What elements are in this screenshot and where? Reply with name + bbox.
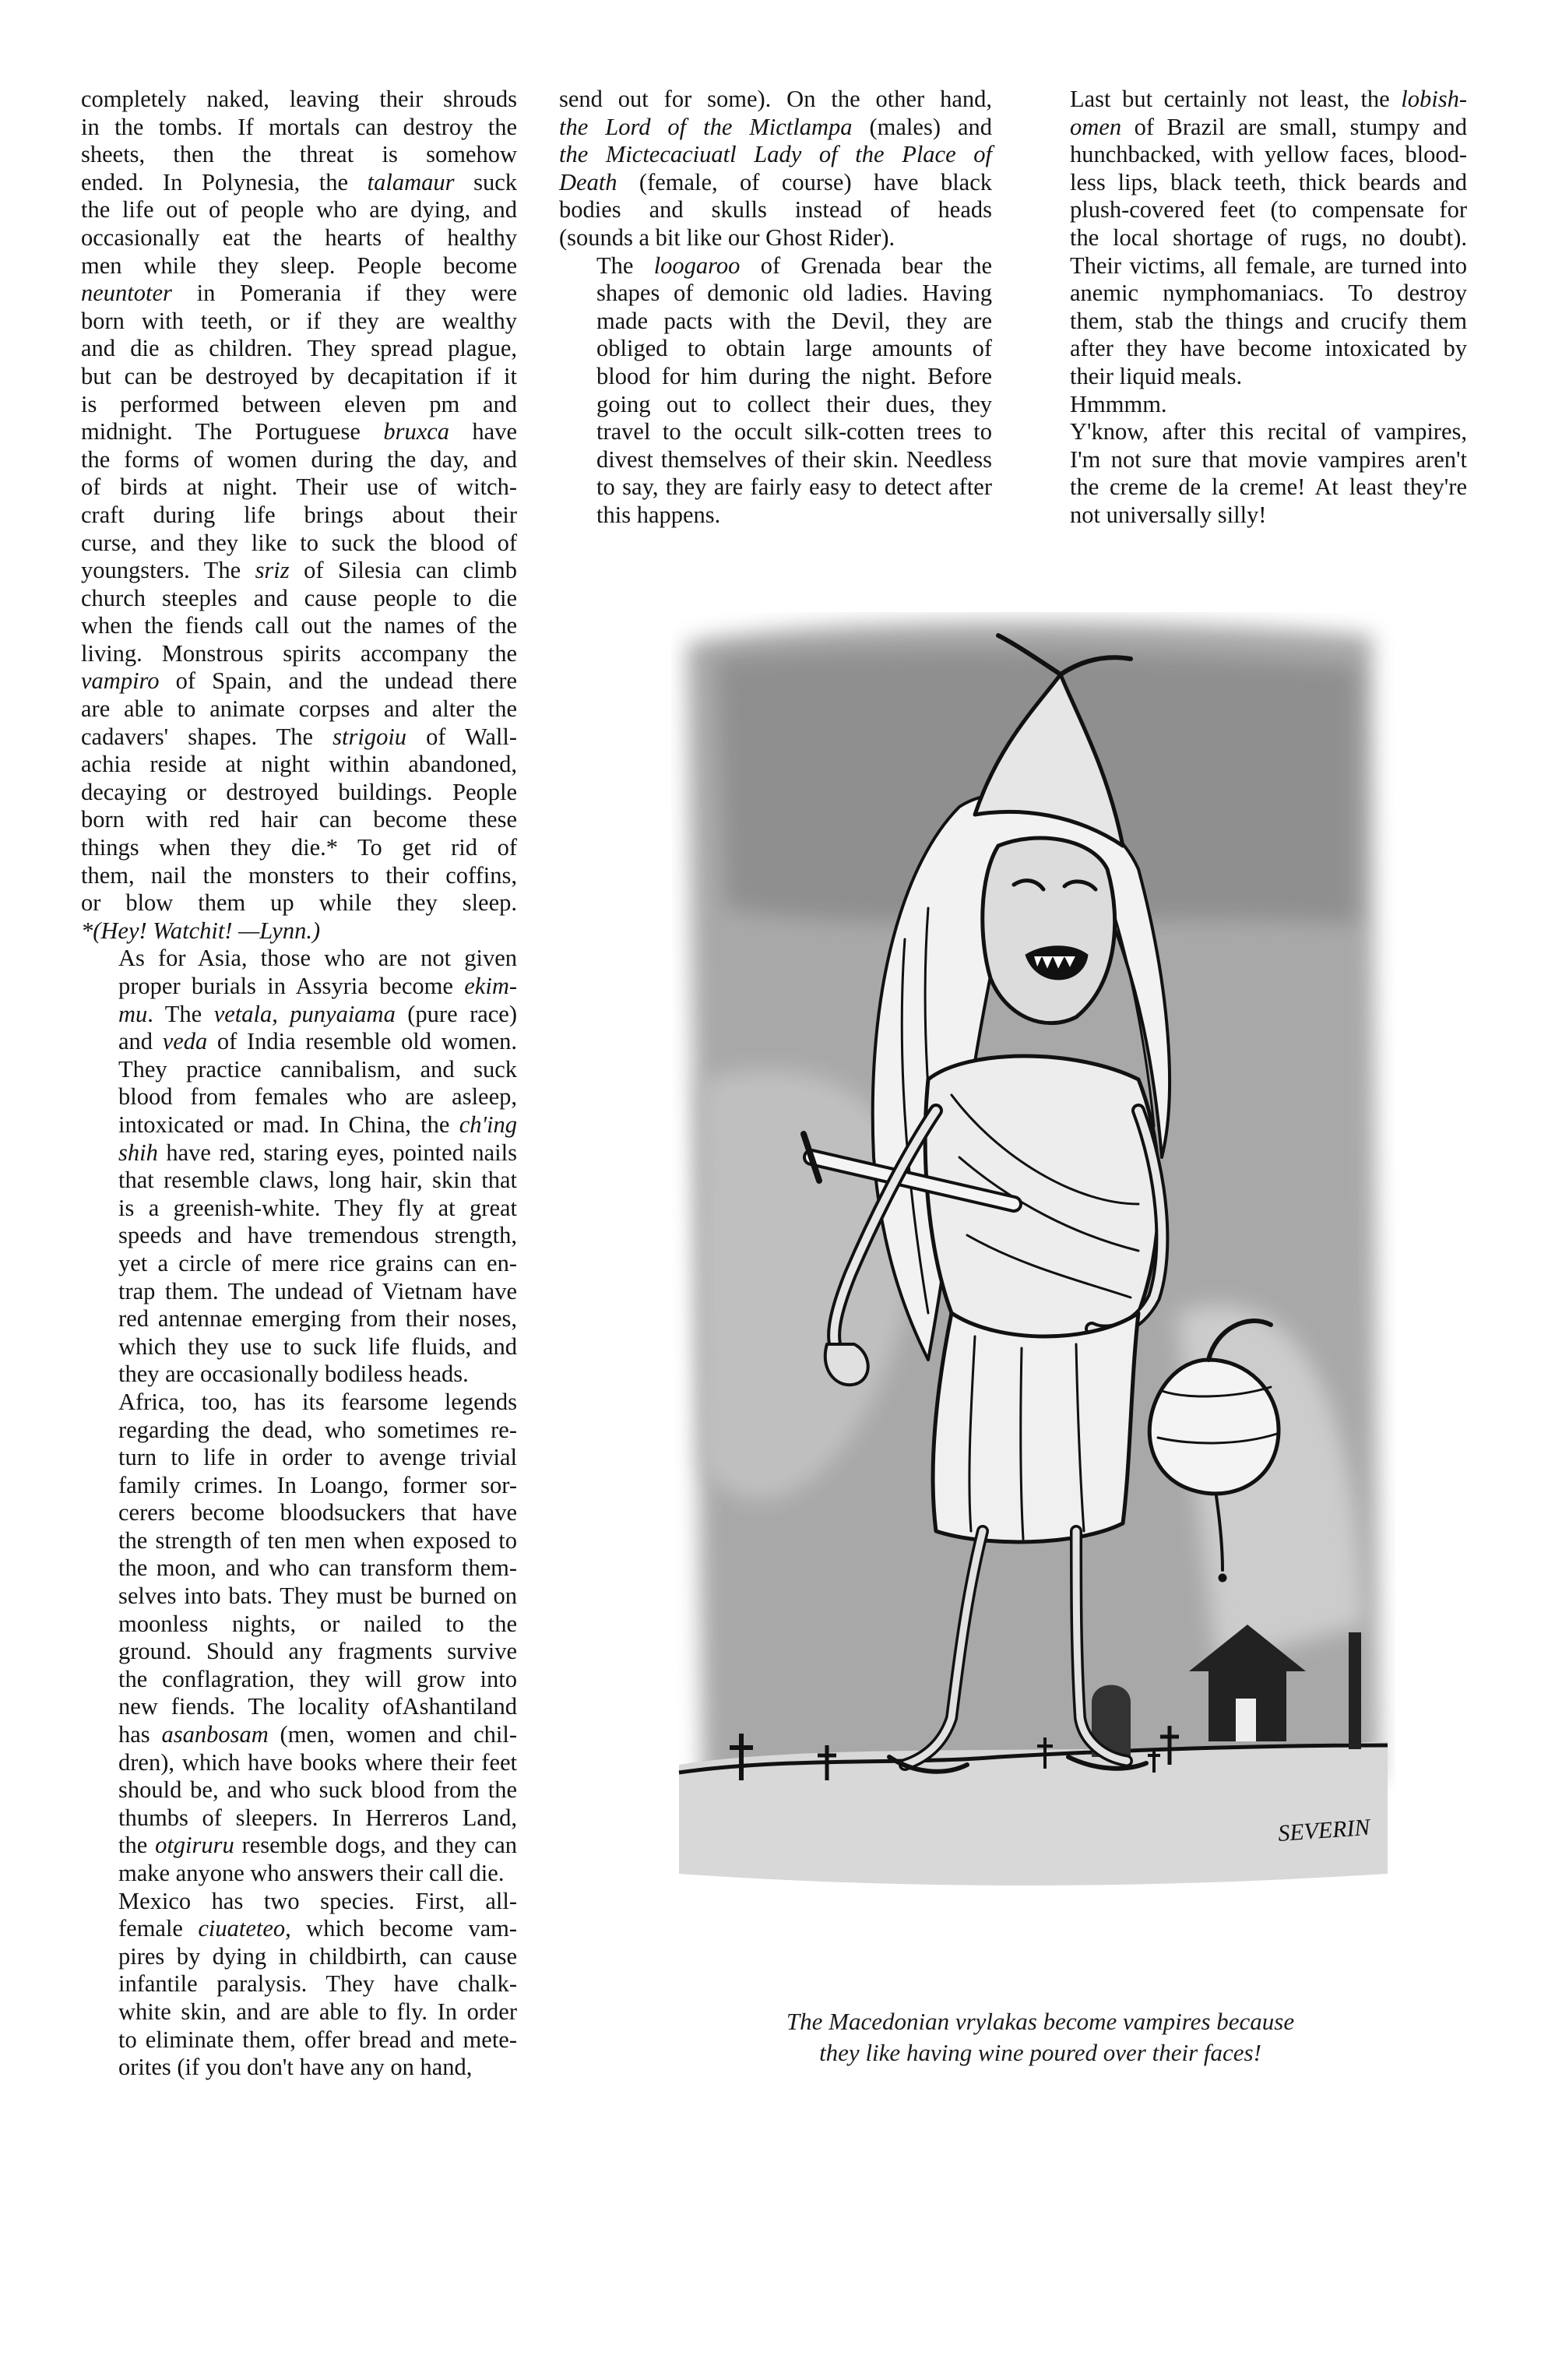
artist-signature: SEVERIN [1277, 1814, 1371, 1847]
text-line: Hmmmm. [1070, 390, 1167, 417]
text-line: cadavers' shapes. The strigoiu of Wall- [81, 723, 518, 750]
text-line: send out for some). On the other hand, [559, 86, 992, 112]
text-line: of birds at night. Their use of witch- [81, 474, 517, 501]
text-line: trap them. The undead of Vietnam have [118, 1277, 517, 1304]
text-line: born with red hair can become these [81, 806, 517, 833]
text-line: make anyone who answers their call die. [118, 1860, 505, 1886]
text-line: achia reside at night within abandoned, [81, 751, 517, 778]
text-line: As for Asia, those who are not given [118, 945, 517, 972]
text-line: should be, and who suck blood from the [118, 1776, 517, 1804]
text-line: plush-covered feet (to compensate for [1070, 196, 1467, 224]
paragraph [1033, 86, 1467, 391]
text-line: the Lord of the Mictlampa (males) and [559, 113, 992, 140]
text-line: the life out of people who are dying, and [81, 196, 517, 224]
text-line: Last but certainly not least, the lobish- [1070, 86, 1467, 112]
text-line: decaying or destroyed buildings. People [81, 778, 517, 805]
text-line: made pacts with the Devil, they are [596, 307, 992, 334]
text-line: after they have become intoxicated by [1070, 335, 1467, 362]
text-line: mu. The vetala, punyaiama (pure race) [118, 1000, 518, 1027]
text-line: Death (female, of course) have black [559, 168, 992, 195]
text-line: youngsters. The sriz of Silesia can climb [81, 557, 517, 584]
text-line: travel to the occult silk-cotten trees to [596, 418, 992, 445]
text-column-2 [559, 86, 992, 530]
text-line: completely naked, leaving their shrouds [81, 86, 517, 112]
text-line: things when they die.* To get rid of [81, 834, 517, 861]
text-line: family crimes. In Loango, former sor- [118, 1471, 517, 1498]
text-line: The loogaroo of Grenada bear the [596, 252, 992, 279]
text-line: and die as children. They spread plague, [81, 335, 517, 362]
paragraph [559, 86, 992, 252]
text-line: obliged to obtain large amounts of [596, 335, 992, 362]
text-line: this happens. [596, 501, 721, 528]
text-line: them, nail the monsters to their coffins, [81, 861, 517, 889]
text-line: is a greenish-white. They fly at great [118, 1194, 517, 1221]
paragraph [81, 86, 517, 945]
text-line: anemic nymphomaniacs. To destroy [1070, 280, 1467, 307]
paragraph [1033, 391, 1467, 419]
text-line: ended. In Polynesia, the talamaur suck [81, 168, 517, 195]
text-line: selves into bats. They must be burned on [118, 1583, 517, 1610]
text-line: thumbs of sleepers. In Herreros Land, [118, 1804, 517, 1831]
text-line: intoxicated or mad. In China, the ch'ing [118, 1111, 517, 1138]
text-line: the Mictecaciuatl Lady of the Place of [559, 141, 992, 168]
text-line: in the tombs. If mortals can destroy the [81, 113, 517, 140]
text-line: orites (if you don't have any on hand, [118, 2054, 473, 2081]
illustration-caption [690, 2006, 1391, 2068]
text-line: proper burials in Assyria become ekim- [118, 973, 517, 999]
text-line: when the fiends call out the names of the [81, 612, 517, 639]
caption-line-1: The Macedonian vrylakas become vampires because [786, 2008, 1295, 2035]
text-line: craft during life brings about their [81, 501, 517, 528]
text-line: blood from females who are asleep, [118, 1083, 517, 1111]
text-line: the creme de la creme! At least they're [1070, 474, 1467, 501]
paragraph [559, 252, 992, 530]
text-line: or blow them up while they sleep. [81, 889, 517, 917]
text-line: dren), which have books where their feet [118, 1748, 517, 1776]
paragraph [81, 1389, 517, 1888]
text-line: born with teeth, or if they are wealthy [81, 307, 517, 334]
text-line: the forms of women during the day, and [81, 445, 517, 473]
text-line: bodies and skulls instead of heads [559, 196, 992, 224]
text-line: occasionally eat the hearts of healthy [81, 224, 517, 251]
text-line: divest themselves of their skin. Needless [596, 445, 992, 473]
text-line: They practice cannibalism, and suck [118, 1055, 517, 1083]
paragraph [1033, 418, 1467, 529]
text-line: regarding the dead, who sometimes re- [118, 1416, 517, 1443]
text-line: are able to animate corpses and alter the [81, 695, 517, 723]
text-line: midnight. The Portuguese bruxca have [81, 418, 517, 445]
text-line: blood for him during the night. Before [596, 362, 992, 389]
paragraph [81, 1888, 517, 2082]
text-line: the conflagration, they will grow into [118, 1665, 517, 1692]
text-line: living. Monstrous spirits accompany the [81, 639, 517, 667]
text-line: their liquid meals. [1070, 362, 1243, 389]
text-line: is performed between eleven pm and [81, 390, 517, 417]
text-line: infantile paralysis. They have chalk- [118, 1970, 517, 1998]
text-line: new fiends. The locality ofAshantiland [118, 1693, 517, 1720]
text-line: less lips, black teeth, thick beards and [1070, 168, 1467, 195]
text-line: *(Hey! Watchit! —Lynn.) [81, 917, 321, 944]
text-line: ground. Should any fragments survive [118, 1638, 517, 1665]
text-line: I'm not sure that movie vampires aren't [1070, 445, 1467, 473]
text-line: vampiro of Spain, and the undead there [81, 667, 517, 695]
text-line: the strength of ten men when exposed to [118, 1526, 517, 1554]
text-line: cerers become bloodsuckers that have [118, 1499, 517, 1526]
text-line: shapes of demonic old ladies. Having [596, 280, 992, 307]
caption-line-2: they like having wine poured over their faces! [819, 2039, 1261, 2066]
text-line: has asanbosam (men, women and chil- [118, 1721, 517, 1748]
text-line: them, stab the things and crucify them [1070, 307, 1467, 334]
text-line: (sounds a bit like our Ghost Rider). [559, 224, 895, 251]
text-line: female ciuateteo, which become vam- [118, 1915, 517, 1942]
text-line: that resemble claws, long hair, skin that [118, 1167, 517, 1194]
text-line: white skin, and are able to fly. In order [118, 1998, 517, 2025]
text-line: pires by dying in childbirth, can cause [118, 1942, 517, 1970]
text-line: Y'know, after this recital of vampires, [1070, 418, 1467, 445]
text-line: the moon, and who can transform them- [118, 1554, 517, 1582]
text-line: Mexico has two species. First, all- [118, 1887, 517, 1914]
text-line: church steeples and cause people to die [81, 584, 517, 611]
text-column-3 [1033, 86, 1467, 530]
paragraph [81, 945, 517, 1389]
text-line: turn to life in order to avenge trivial [118, 1444, 517, 1471]
text-line: but can be destroyed by decapitation if it [81, 362, 517, 389]
text-line: not universally silly! [1070, 501, 1267, 528]
text-line: Africa, too, has its fearsome legends [118, 1388, 517, 1415]
text-line: to eliminate them, offer bread and mete- [118, 2026, 517, 2053]
text-line: to say, they are fairly easy to detect after [596, 474, 992, 501]
text-line: and veda of India resemble old women. [118, 1028, 518, 1055]
text-line: speeds and have tremendous strength, [118, 1222, 517, 1249]
text-line: curse, and they like to suck the blood of [81, 529, 517, 556]
text-line: Their victims, all female, are turned into [1070, 252, 1467, 279]
text-line: moonless nights, or nailed to the [118, 1610, 517, 1637]
text-line: the local shortage of rugs, no doubt). [1070, 224, 1467, 251]
text-line: going out to collect their dues, they [596, 390, 992, 417]
text-line: which they use to suck life fluids, and [118, 1333, 517, 1360]
text-line: men while they sleep. People become [81, 252, 517, 279]
text-line: shih have red, staring eyes, pointed nails [118, 1139, 517, 1166]
ghoul-illustration [671, 612, 1395, 1983]
text-line: yet a circle of mere rice grains can en- [118, 1249, 517, 1276]
text-column-1 [81, 86, 517, 2082]
text-line: they are occasionally bodiless heads. [118, 1361, 469, 1388]
text-line: sheets, then the threat is somehow [81, 141, 517, 168]
text-line: the otgiruru resemble dogs, and they can [118, 1832, 517, 1859]
text-line: hunchbacked, with yellow faces, blood- [1070, 141, 1467, 168]
text-line: omen of Brazil are small, stumpy and [1070, 113, 1467, 140]
text-line: neuntoter in Pomerania if they were [81, 280, 517, 307]
text-line: red antennae emerging from their noses, [118, 1305, 517, 1333]
